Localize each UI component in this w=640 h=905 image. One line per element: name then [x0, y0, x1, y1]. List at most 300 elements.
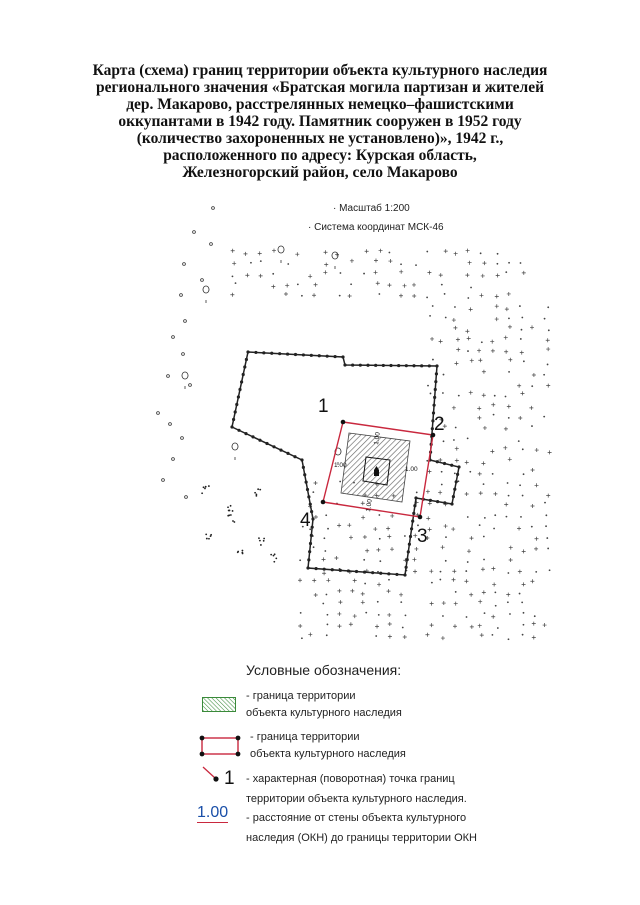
boundary-bead	[343, 363, 346, 366]
meadow-mark	[374, 270, 378, 274]
meadow-mark	[361, 592, 365, 596]
scale-text: Масштаб 1:200	[339, 203, 410, 214]
shrub-dot	[210, 535, 212, 537]
meadow-dot	[313, 546, 315, 548]
boundary-bead	[309, 503, 312, 506]
circle-mark	[167, 375, 170, 378]
meadow-mark	[508, 457, 512, 461]
title-line: расположенного по адресу: Курская область,	[163, 147, 477, 164]
boundary-bead	[409, 535, 412, 538]
boundary-bead	[272, 445, 275, 448]
boundary-bead	[433, 396, 436, 399]
shrub-dot	[273, 555, 275, 557]
meadow-mark	[441, 545, 445, 549]
boundary-bead	[436, 460, 439, 463]
meadow-mark	[413, 569, 417, 573]
meadow-mark	[429, 569, 433, 573]
meadow-dot	[521, 601, 523, 603]
boundary-bead	[265, 442, 268, 445]
meadow-dot	[250, 262, 252, 264]
meadow-dot	[467, 516, 469, 518]
meadow-dot	[507, 482, 509, 484]
boundary-bead	[443, 462, 446, 465]
meadow-mark	[412, 294, 416, 298]
crs-label: · Система координат МСК-46	[308, 222, 444, 233]
meadow-dot	[492, 634, 494, 636]
boundary-bead	[302, 466, 305, 469]
title-line: регионального значения «Братская могила партизан и жителей	[95, 79, 545, 96]
boundary-bead	[234, 410, 237, 413]
meadow-mark	[245, 273, 249, 277]
boundary-bead	[307, 558, 310, 561]
meadow-mark	[478, 600, 482, 604]
legend-item-territory-boundary	[250, 729, 406, 763]
meadow-dot	[484, 612, 486, 614]
distance-label-top: 1.00	[373, 431, 382, 446]
meadow-mark	[504, 427, 508, 431]
meadow-dot	[327, 528, 329, 530]
meadow-mark	[529, 406, 533, 410]
meadow-mark	[349, 622, 353, 626]
meadow-dot	[287, 263, 289, 265]
meadow-dot	[441, 471, 443, 473]
legend-text: наследия (ОКН) до границы территории ОКН	[246, 832, 477, 844]
boundary-bead	[311, 526, 314, 529]
boundary-bead	[331, 568, 334, 571]
boundary-bead	[339, 569, 342, 572]
meadow-dot	[323, 537, 325, 539]
title-line: дер. Макарово, расстрелянных немецко–фашистскими	[126, 96, 514, 113]
shrub-dot	[237, 551, 239, 553]
shrub-dot	[263, 540, 265, 542]
meadow-mark	[522, 271, 526, 275]
meadow-mark	[455, 447, 459, 451]
meadow-dot	[466, 616, 468, 618]
meadow-mark	[314, 593, 318, 597]
meadow-mark	[534, 547, 538, 551]
meadow-mark	[388, 622, 392, 626]
meadow-dot	[400, 263, 402, 265]
title-line: Карта (схема) границ территории объекта культурного наследия	[92, 62, 548, 79]
meadow-dot	[480, 252, 482, 254]
meadow-mark	[532, 622, 536, 626]
shrub-dot	[259, 540, 261, 542]
meadow-dot	[484, 517, 486, 519]
meadow-mark	[490, 340, 494, 344]
meadow-mark	[507, 292, 511, 296]
meadow-mark	[374, 259, 378, 263]
meadow-dot	[522, 495, 524, 497]
meadow-mark	[387, 283, 391, 287]
meadow-mark	[504, 350, 508, 354]
legend-text: - граница территории	[250, 731, 360, 743]
meadow-dot	[326, 634, 328, 636]
boundary-bead	[453, 488, 456, 491]
shrub-dot	[241, 552, 243, 554]
boundary-bead	[286, 452, 289, 455]
meadow-dot	[470, 287, 472, 289]
meadow-mark	[522, 582, 526, 586]
shrub-dot	[228, 514, 230, 516]
meadow-mark	[349, 536, 353, 540]
meadow-dot	[297, 283, 299, 285]
meadow-mark	[530, 579, 534, 583]
title-line: Железногорский район, село Макарово	[182, 164, 458, 181]
meadow-mark	[399, 270, 403, 274]
meadow-mark	[232, 261, 236, 265]
meadow-dot	[469, 471, 471, 473]
shrub-dot	[206, 538, 208, 540]
meadow-mark	[493, 492, 497, 496]
meadow-dot	[508, 317, 510, 319]
meadow-dot	[326, 594, 328, 596]
meadow-dot	[260, 260, 262, 262]
boundary-bead	[326, 355, 329, 358]
meadow-dot	[543, 374, 545, 376]
meadow-mark	[361, 501, 365, 505]
boundary-bead	[432, 404, 435, 407]
shrub-dot	[203, 486, 205, 488]
meadow-mark	[492, 582, 496, 586]
boundary-bead	[243, 365, 246, 368]
meadow-mark	[337, 612, 341, 616]
distance-label-bottom: 1.00	[365, 498, 374, 513]
meadow-dot	[389, 252, 391, 254]
meadow-dot	[545, 525, 547, 527]
meadow-mark	[361, 600, 365, 604]
meadow-dot	[505, 396, 507, 398]
boundary-bead	[293, 455, 296, 458]
meadow-mark	[348, 294, 352, 298]
crs-text: Система координат МСК-46	[314, 222, 444, 233]
meadow-dot	[350, 283, 352, 285]
meadow-mark	[546, 384, 550, 388]
meadow-mark	[390, 514, 394, 518]
meadow-mark	[314, 515, 318, 519]
meadow-mark	[507, 405, 511, 409]
meadow-dot	[402, 627, 404, 629]
meadow-dot	[453, 439, 455, 441]
meadow-dot	[520, 262, 522, 264]
meadow-mark	[388, 259, 392, 263]
meadow-dot	[363, 559, 365, 561]
meadow-mark	[361, 515, 365, 519]
meadow-dot	[377, 601, 379, 603]
meadow-dot	[520, 338, 522, 340]
boundary-bead	[244, 432, 247, 435]
meadow-mark	[482, 393, 486, 397]
meadow-mark	[478, 624, 482, 628]
meadow-mark	[322, 557, 326, 561]
meadow-dot	[439, 579, 441, 581]
meadow-mark	[353, 579, 357, 583]
meadow-mark	[495, 294, 499, 298]
boundary-bead	[412, 364, 415, 367]
circle-mark	[189, 384, 192, 387]
meadow-dot	[519, 305, 521, 307]
meadow-dot	[523, 624, 525, 626]
circle-mark	[201, 279, 204, 282]
boundary-bead	[310, 534, 313, 537]
boundary-bead	[379, 572, 382, 575]
meadow-mark	[426, 516, 430, 520]
shrub-dot	[257, 488, 259, 490]
boundary-bead	[311, 517, 314, 520]
meadow-mark	[399, 593, 403, 597]
meadow-mark	[532, 635, 536, 639]
boundary-bead	[435, 372, 438, 375]
meadow-mark	[495, 304, 499, 308]
meadow-dot	[493, 528, 495, 530]
meadow-dot	[235, 282, 237, 284]
meadow-dot	[440, 571, 442, 573]
shrub-dot	[259, 489, 261, 491]
meadow-mark	[530, 325, 534, 329]
meadow-mark	[495, 317, 499, 321]
meadow-mark	[509, 546, 513, 550]
legend-boundary-symbol	[198, 734, 242, 758]
circle-mark	[182, 353, 185, 356]
boundary-bead	[363, 570, 366, 573]
meadow-mark	[439, 339, 443, 343]
meadow-dot	[523, 473, 525, 475]
meadow-mark	[439, 273, 443, 277]
meadow-dot	[495, 605, 497, 607]
meadow-mark	[504, 503, 508, 507]
meadow-mark	[454, 361, 458, 365]
meadow-mark	[455, 458, 459, 462]
boundary-bead	[305, 481, 308, 484]
meadow-dot	[405, 614, 407, 616]
meadow-mark	[444, 524, 448, 528]
meadow-dot	[363, 273, 365, 275]
meadow-mark	[430, 623, 434, 627]
meadow-dot	[506, 516, 508, 518]
meadow-dot	[379, 538, 381, 540]
meadow-dot	[454, 306, 456, 308]
meadow-dot	[544, 502, 546, 504]
boundary-bead	[294, 353, 297, 356]
meadow-mark	[465, 273, 469, 277]
meadow-mark	[464, 579, 468, 583]
meadow-dot	[442, 392, 444, 394]
meadow-dot	[404, 535, 406, 537]
meadow-dot	[301, 295, 303, 297]
meadow-mark	[441, 636, 445, 640]
meadow-dot	[322, 603, 324, 605]
boundary-bead	[411, 520, 414, 523]
meadow-mark	[337, 624, 341, 628]
legend-text: объекта культурного наследия	[246, 707, 402, 719]
meadow-mark	[363, 535, 367, 539]
meadow-mark	[483, 426, 487, 430]
boundary-bead	[306, 566, 309, 569]
circle-mark	[184, 320, 187, 323]
meadow-dot	[522, 448, 524, 450]
meadow-dot	[519, 593, 521, 595]
legend-point-number: 1	[224, 768, 235, 786]
boundary-bead	[452, 495, 455, 498]
meadow-mark	[477, 416, 481, 420]
meadow-mark	[379, 249, 383, 253]
boundary-bead	[333, 355, 336, 358]
meadow-mark	[373, 527, 377, 531]
boundary-bead	[456, 473, 459, 476]
meadow-dot	[324, 550, 326, 552]
meadow-mark	[546, 347, 550, 351]
meadow-mark	[454, 252, 458, 256]
meadow-dot	[432, 305, 434, 307]
meadow-mark	[535, 537, 539, 541]
meadow-mark	[520, 351, 524, 355]
tree-icon	[203, 286, 209, 303]
meadow-mark	[427, 271, 431, 275]
meadow-dot	[467, 297, 469, 299]
shrub-dot	[230, 505, 232, 507]
meadow-mark	[399, 294, 403, 298]
meadow-dot	[520, 516, 522, 518]
shrub-dot	[232, 510, 234, 512]
meadow-mark	[243, 252, 247, 256]
meadow-mark	[478, 358, 482, 362]
meadow-mark	[535, 448, 539, 452]
shrub-dot	[205, 533, 207, 535]
boundary-bead	[300, 458, 303, 461]
meadow-dot	[507, 601, 509, 603]
meadow-dot	[445, 536, 447, 538]
meadow-mark	[412, 283, 416, 287]
title-line: (количество захороненных не установлено)», 1942 г.,	[136, 130, 504, 147]
shrub-dot	[208, 538, 210, 540]
meadow-mark	[353, 614, 357, 618]
boundary-bead	[434, 388, 437, 391]
boundary-bead	[347, 569, 350, 572]
meadow-mark	[518, 570, 522, 574]
meadow-mark	[312, 579, 316, 583]
meadow-mark	[532, 373, 536, 377]
meadow-dot	[547, 364, 549, 366]
circle-mark	[172, 336, 175, 339]
meadow-mark	[491, 615, 495, 619]
meadow-dot	[454, 472, 456, 474]
boundary-bead	[366, 364, 369, 367]
meadow-dot	[547, 306, 549, 308]
meadow-mark	[442, 601, 446, 605]
meadow-mark	[387, 534, 391, 538]
meadow-dot	[312, 491, 314, 493]
legend-text: - характерная (поворотная) точка границ	[246, 773, 455, 785]
boundary-bead	[314, 567, 317, 570]
meadow-mark	[430, 337, 434, 341]
boundary-bead	[240, 380, 243, 383]
meadow-dot	[531, 425, 533, 427]
circle-mark	[180, 294, 183, 297]
meadow-mark	[468, 261, 472, 265]
meadow-dot	[426, 297, 428, 299]
meadow-mark	[426, 490, 430, 494]
boundary-bead	[455, 480, 458, 483]
meadow-mark	[469, 307, 473, 311]
shrub-dot	[260, 544, 262, 546]
meadow-mark	[414, 547, 418, 551]
meadow-mark	[387, 589, 391, 593]
circle-mark	[157, 412, 160, 415]
boundary-bead	[435, 364, 438, 367]
meadow-mark	[453, 326, 457, 330]
boundary-bead	[351, 363, 354, 366]
meadow-dot	[445, 317, 447, 319]
legend-item-distance	[246, 808, 477, 848]
meadow-mark	[430, 602, 434, 606]
meadow-dot	[467, 561, 469, 563]
distance-label-left: 1.00	[334, 462, 347, 469]
meadow-dot	[379, 560, 381, 562]
meadow-mark	[469, 593, 473, 597]
meadow-dot	[493, 414, 495, 416]
meadow-mark	[496, 274, 500, 278]
meadow-mark	[469, 391, 473, 395]
meadow-mark	[388, 635, 392, 639]
meadow-mark	[403, 284, 407, 288]
boundary-bead	[232, 418, 235, 421]
meadow-dot	[327, 614, 329, 616]
meadow-dot	[465, 570, 467, 572]
boundary-bead	[246, 350, 249, 353]
meadow-dot	[521, 329, 523, 331]
legend-hatch-swatch	[202, 697, 236, 712]
meadow-dot	[272, 273, 274, 275]
boundary-bead	[303, 473, 306, 476]
meadow-dot	[523, 360, 525, 362]
meadow-mark	[284, 292, 288, 296]
meadow-dot	[364, 583, 366, 585]
meadow-mark	[322, 571, 326, 575]
boundary-bead	[395, 573, 398, 576]
shrub-dot	[256, 494, 258, 496]
meadow-mark	[334, 556, 338, 560]
meadow-mark	[465, 492, 469, 496]
title-line: оккупантами в 1942 году. Памятник сооружен в 1952 году	[118, 113, 522, 130]
meadow-mark	[376, 548, 380, 552]
meadow-mark	[390, 547, 394, 551]
meadow-mark	[295, 252, 299, 256]
meadow-mark	[479, 491, 483, 495]
boundary-bead	[270, 352, 273, 355]
meadow-dot	[415, 264, 417, 266]
meadow-mark	[522, 549, 526, 553]
meadow-dot	[546, 537, 548, 539]
boundary-bead	[428, 364, 431, 367]
meadow-mark	[517, 527, 521, 531]
meadow-mark	[508, 325, 512, 329]
boundary-bead	[414, 496, 417, 499]
boundary-bead	[403, 573, 406, 576]
boundary-bead	[382, 364, 385, 367]
circle-mark	[181, 437, 184, 440]
meadow-dot	[508, 638, 510, 640]
meadow-mark	[298, 624, 302, 628]
meadow-dot	[483, 536, 485, 538]
circle-mark	[183, 263, 186, 266]
meadow-dot	[388, 579, 390, 581]
meadow-dot	[531, 526, 533, 528]
boundary-bead	[450, 464, 453, 467]
boundary-bead	[371, 571, 374, 574]
boundary-bead	[413, 504, 416, 507]
boundary-bead	[262, 351, 265, 354]
meadow-dot	[518, 440, 520, 442]
boundary-bead	[387, 572, 390, 575]
